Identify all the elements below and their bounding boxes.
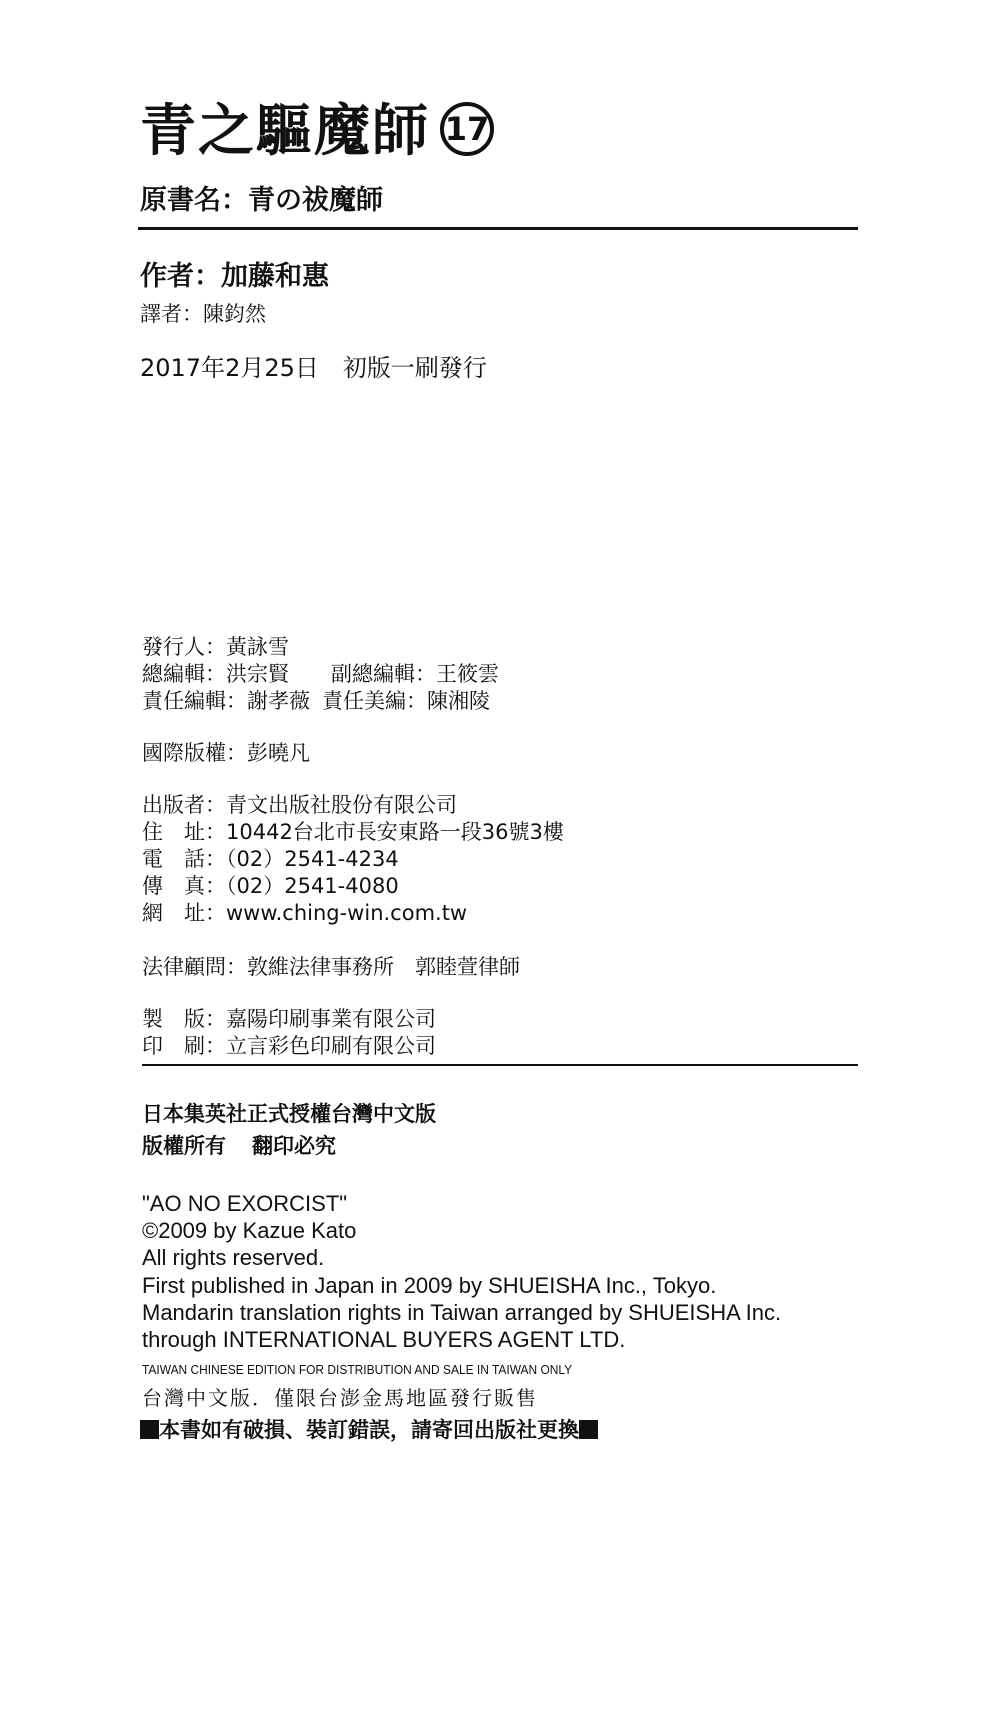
- volume-number: 17: [440, 102, 494, 156]
- edition-date: 2017年2月25日 初版一刷發行: [140, 354, 487, 382]
- defect-notice-row: [140, 1414, 598, 1444]
- divider-thin: [142, 1064, 858, 1066]
- english-line: First published in Japan in 2009 by SHUEISHA Inc., Tokyo.: [142, 1273, 717, 1298]
- distribution-english: TAIWAN CHINESE EDITION FOR DISTRIBUTION AND SALE IN TAIWAN ONLY: [142, 1362, 573, 1377]
- translator: 譯者：陳鈞然: [140, 302, 266, 326]
- defect-notice: 本書如有破損、裝訂錯誤，請寄回出版社更換: [159, 1418, 579, 1442]
- black-square-icon: [579, 1420, 598, 1439]
- publisher-address: 住 址：10442台北市長安東路一段36號3樓: [142, 820, 564, 844]
- english-line: ©2009 by Kazue Kato: [142, 1218, 357, 1243]
- license-notice: 日本集英社正式授權台灣中文版: [142, 1101, 436, 1126]
- deputy-chief-editor: 副總編輯：王筱雲: [331, 662, 499, 686]
- english-line: Mandarin translation rights in Taiwan arranged by SHUEISHA Inc.: [142, 1300, 782, 1325]
- english-line: All rights reserved.: [142, 1245, 325, 1270]
- responsible-art: 責任美編：陳湘陵: [322, 689, 490, 713]
- title-row: [140, 96, 494, 176]
- responsible-row: [142, 688, 490, 715]
- author: 作者：加藤和惠: [140, 261, 329, 292]
- legal-advisor: 法律顧問：敦維法律事務所 郭睦萱律師: [142, 955, 520, 979]
- book-title: 青之驅魔師: [140, 99, 430, 164]
- publisher-name: 出版者：青文出版社股份有限公司: [142, 793, 457, 817]
- international-rights: 國際版權：彭曉凡: [142, 741, 310, 765]
- rights-reserved: 版權所有: [142, 1133, 226, 1158]
- no-reproduction: 翻印必究: [252, 1133, 336, 1158]
- editor-row: [142, 661, 499, 688]
- chief-editor: 總編輯：洪宗賢: [142, 662, 289, 686]
- publisher-fax: 傳 真：（02）2541-4080: [142, 874, 399, 898]
- original-title: 原書名：青の祓魔師: [140, 185, 383, 216]
- publisher-phone: 電 話：（02）2541-4234: [142, 847, 399, 871]
- plate-making: 製 版：嘉陽印刷事業有限公司: [142, 1007, 436, 1031]
- english-line: "AO NO EXORCIST": [142, 1191, 348, 1216]
- publisher-person: 發行人：黃詠雪: [142, 635, 289, 659]
- printing: 印 刷：立言彩色印刷有限公司: [142, 1034, 436, 1058]
- publisher-website: 網 址：www.ching-win.com.tw: [142, 901, 468, 925]
- divider-thick: [138, 227, 858, 230]
- responsible-editor: 責任編輯：謝孝薇: [142, 689, 310, 713]
- distribution-chinese: 台灣中文版．僅限台澎金馬地區發行販售: [142, 1386, 538, 1410]
- rights-row: [142, 1130, 336, 1160]
- black-square-icon: [140, 1420, 159, 1439]
- english-line: through INTERNATIONAL BUYERS AGENT LTD.: [142, 1327, 626, 1352]
